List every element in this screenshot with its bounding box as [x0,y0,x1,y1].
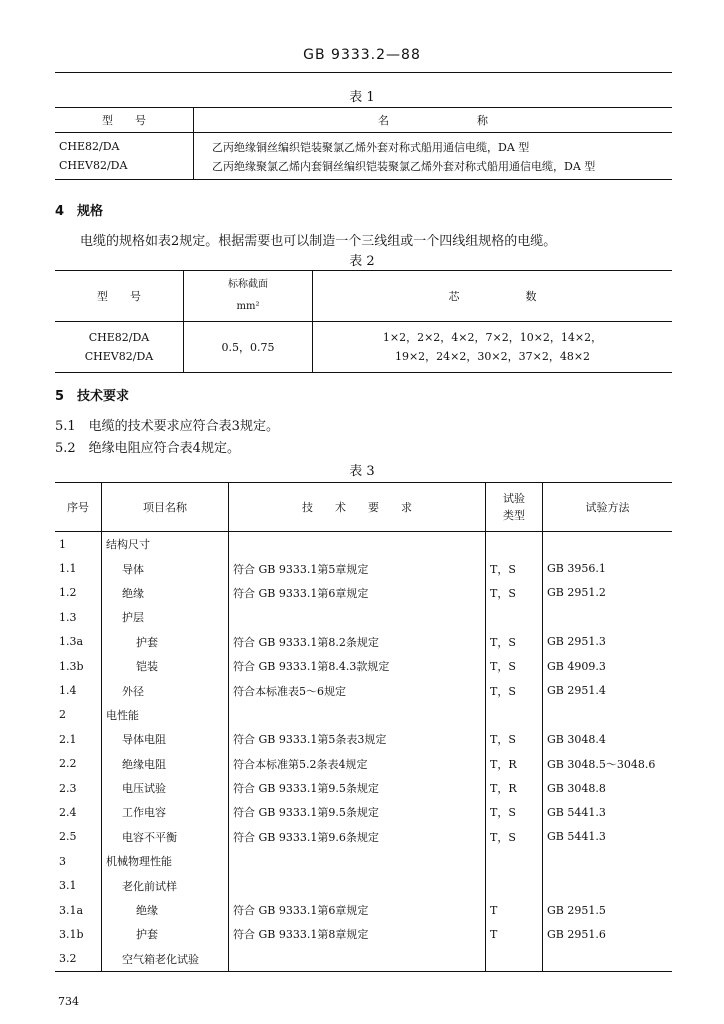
table3-row-no: 2.3 [55,776,102,800]
table1-model: CHEV82/DA [55,156,194,180]
table3-row-type: T，S [486,556,543,580]
section4-text: 电缆的规格如表2规定。根据需要也可以制造一个三线组或一个四线组规格的电缆。 [80,234,557,249]
table3-header-no: 序号 [55,483,102,532]
table1-caption: 表 1 [349,90,375,105]
table-row [55,727,672,751]
table3-row-name: 外径 [102,678,229,702]
section5-title: 5 技术要求 [55,389,130,404]
table3-row-method [543,873,673,897]
table3-row-req: 符合 GB 9333.1第6章规定 [229,898,486,922]
table3-row-req: 符合本标准表5～6规定 [229,678,486,702]
table3-row-method: GB 3048.5～3048.6 [547,757,656,771]
table3-row-method: GB 2951.6 [547,927,606,941]
table3-row-name: 老化前试样 [102,873,229,897]
table3-row-req [229,703,486,727]
table3-row-no: 3.1 [55,873,102,897]
table3-row-type [486,849,543,873]
table-row [55,898,672,922]
table2-cores-line: 19×2，24×2，30×2，37×2，48×2 [394,350,591,363]
table3-row-no: 1.2 [55,581,102,605]
table3-row-req: 符合 GB 9333.1第6章规定 [229,581,486,605]
table1-model: CHE82/DA [55,133,194,157]
table3-row-method: GB 4909.3 [547,659,606,673]
table3-row-name: 导体电阻 [102,727,229,751]
table3-row-type [486,947,543,972]
table3-header-type-line1: 试验 [503,492,525,505]
table3-row-no: 3.2 [55,947,102,972]
table3-row-name: 电压试验 [102,776,229,800]
table3-caption: 表 3 [349,464,375,479]
table-row [55,678,672,702]
table3-header-req: 技 术 要 求 [229,483,486,532]
table3-row-type: T [486,898,543,922]
table3-row-no: 2.2 [55,752,102,776]
table3-row-no: 1.3 [55,605,102,629]
table3-row-req: 符合 GB 9333.1第8.4.3款规定 [229,654,486,678]
table3-row-req [229,947,486,972]
table3-row-type: T，S [486,727,543,751]
table2-cores-line: 1×2，2×2，4×2，7×2，10×2，14×2， [382,331,603,344]
table3 [55,482,672,972]
table3-row-no: 1 [55,532,102,557]
table-row [55,800,672,824]
table1-name: 乙丙绝缘铜丝编织铠装聚氯乙烯外套对称式船用通信电缆，DA 型 [212,140,530,154]
table-row [55,776,672,800]
table3-row-type: T，R [486,752,543,776]
table3-row-no: 3.1a [55,898,102,922]
table3-row-method: GB 3048.8 [547,781,606,795]
table3-row-name: 电性能 [102,703,229,727]
table3-row-method [543,605,673,629]
table3-row-type: T，S [486,630,543,654]
table3-row-method: GB 2951.3 [547,635,606,649]
table-row [55,322,672,373]
table3-row-no: 2 [55,703,102,727]
table3-row-name: 护套 [102,922,229,946]
table2-cores [313,322,673,373]
table3-row-type [486,703,543,727]
table-row [55,849,672,873]
table2 [55,270,672,373]
table3-row-req: 符合 GB 9333.1第9.6条规定 [229,825,486,849]
table2-caption: 表 2 [349,254,375,269]
table2-model: CHE82/DA [88,331,150,344]
table3-row-method: GB 5441.3 [547,830,606,844]
table1-header-model: 型 号 [55,108,194,133]
table3-header-name: 项目名称 [102,483,229,532]
table-row [55,133,672,157]
table2-models [55,322,184,373]
table3-row-method: GB 2951.4 [547,684,606,698]
table2-model: CHEV82/DA [84,350,154,363]
table3-row-name: 工作电容 [102,800,229,824]
table3-row-method [543,532,673,557]
table-row [55,825,672,849]
table-row [55,556,672,580]
table3-row-method [543,849,673,873]
table3-row-type: T，S [486,678,543,702]
section5-p1: 5.1 电缆的技术要求应符合表3规定。 [55,419,279,434]
table3-row-no: 1.1 [55,556,102,580]
table3-row-type [486,532,543,557]
section4-title: 4 规格 [55,204,104,219]
table3-row-method: GB 2951.5 [547,903,606,917]
table3-row-type: T，S [486,581,543,605]
table-row [55,581,672,605]
table3-body [55,532,672,972]
table3-row-req: 符合 GB 9333.1第5章规定 [229,556,486,580]
page-header: GB 9333.2—88 [303,47,421,63]
table3-header-method: 试验方法 [543,483,673,532]
page-number: 734 [58,995,79,1008]
table3-row-name: 绝缘 [102,898,229,922]
table2-header-section-label: 标称截面 [228,279,268,290]
section5-p2: 5.2 绝缘电阻应符合表4规定。 [55,441,240,456]
table2-header-cores: 芯 数 [313,271,673,322]
table3-row-type [486,873,543,897]
table-row [55,873,672,897]
table3-header-type [486,483,543,532]
table2-header-section-unit: mm² [236,301,260,312]
table3-row-no: 1.3b [55,654,102,678]
table3-row-no: 2.4 [55,800,102,824]
table3-row-req: 符合本标准第5.2条表4规定 [229,752,486,776]
table3-row-req: 符合 GB 9333.1第8章规定 [229,922,486,946]
table-row [55,947,672,972]
table-row [55,605,672,629]
table1 [55,107,672,180]
table-row [55,156,672,180]
table3-row-name: 绝缘 [102,581,229,605]
table3-row-type: T，R [486,776,543,800]
table-row [55,752,672,776]
table3-row-no: 1.3a [55,630,102,654]
table3-row-req: 符合 GB 9333.1第5条表3规定 [229,727,486,751]
table3-row-name: 绝缘电阻 [102,752,229,776]
table3-row-type [486,605,543,629]
table-row [55,654,672,678]
table-row [55,922,672,946]
table1-header-name: 名 称 [194,108,673,133]
table3-row-type: T，S [486,825,543,849]
table3-row-name: 空气箱老化试验 [102,947,229,972]
table3-row-no: 2.5 [55,825,102,849]
table3-row-req: 符合 GB 9333.1第9.5条规定 [229,800,486,824]
table3-row-req [229,605,486,629]
table3-row-name: 电容不平衡 [102,825,229,849]
table3-row-method: GB 2951.2 [547,586,606,600]
table-row [55,532,672,557]
table3-row-req: 符合 GB 9333.1第9.5条规定 [229,776,486,800]
table3-header-type-line2: 类型 [503,509,525,522]
table3-row-no: 3 [55,849,102,873]
table2-header-model: 型 号 [55,271,184,322]
table3-row-req [229,873,486,897]
table3-row-name: 机械物理性能 [102,849,229,873]
table3-row-name: 护套 [102,630,229,654]
table3-row-type: T，S [486,800,543,824]
table3-row-req: 符合 GB 9333.1第8.2条规定 [229,630,486,654]
table3-row-type: T，S [486,654,543,678]
table3-row-method: GB 3048.4 [547,732,606,746]
table3-row-req [229,532,486,557]
table3-row-no: 1.4 [55,678,102,702]
table2-section: 0.5，0.75 [184,322,313,373]
table3-row-method: GB 3956.1 [547,562,606,576]
header-rule [55,72,672,73]
table3-row-method [543,947,673,972]
table3-row-name: 导体 [102,556,229,580]
table3-row-type: T [486,922,543,946]
table3-row-req [229,849,486,873]
table3-row-method [543,703,673,727]
table1-name: 乙丙绝缘聚氯乙烯内套铜丝编织铠装聚氯乙烯外套对称式船用通信电缆，DA 型 [212,159,596,173]
table3-row-name: 铠装 [102,654,229,678]
table3-row-name: 结构尺寸 [102,532,229,557]
table3-row-no: 2.1 [55,727,102,751]
table-row [55,630,672,654]
table2-header-section [184,271,313,322]
table3-row-no: 3.1b [55,922,102,946]
table3-row-method: GB 5441.3 [547,805,606,819]
table3-row-name: 护层 [102,605,229,629]
table-row [55,703,672,727]
